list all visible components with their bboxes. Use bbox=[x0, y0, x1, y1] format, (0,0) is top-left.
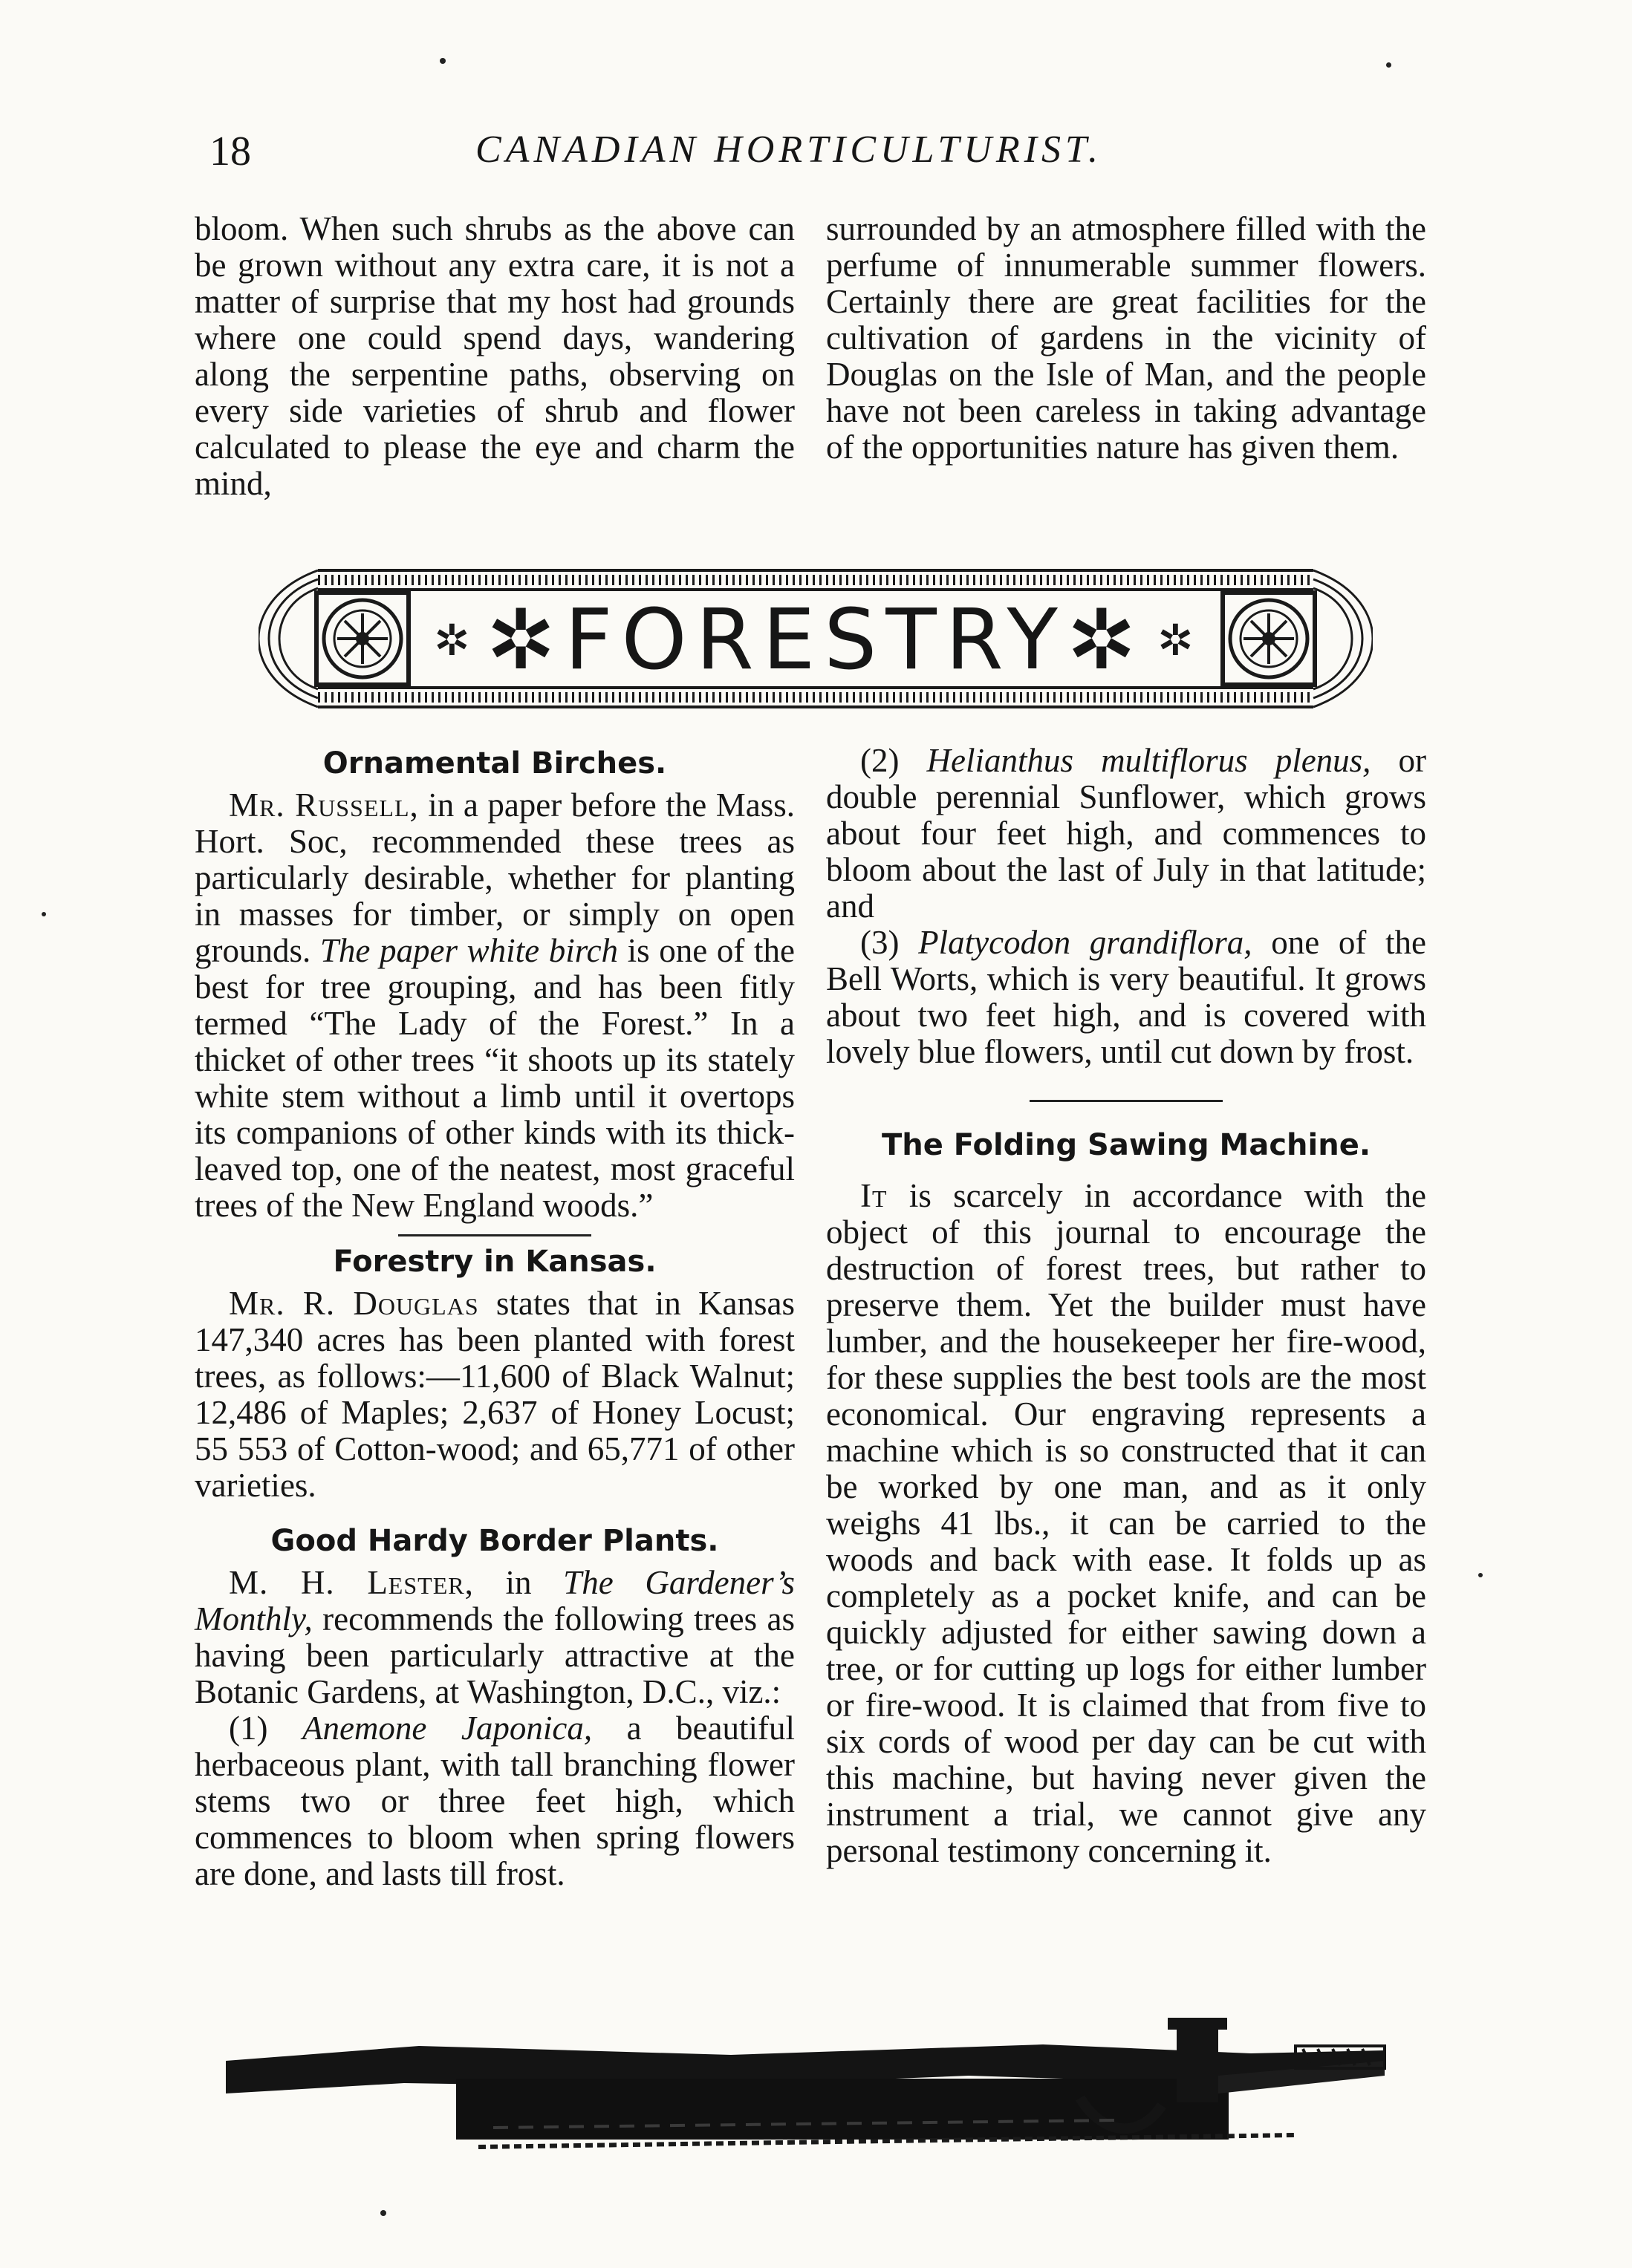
continuation-left-column bbox=[195, 211, 795, 502]
article-body-sawing-machine bbox=[826, 1178, 1426, 1869]
text-run: in a paper before the Mass. Hort. Soc, recommended these trees as particularly desirable, whether for planting in masses for timber, or simply on open grounds. bbox=[195, 786, 795, 969]
plant-item-2 bbox=[826, 743, 1426, 925]
right-column bbox=[826, 743, 1426, 1869]
text-run: is scarcely in accordance with the object of this journal to encourage the destruction of forest trees, but rather to preserve them. Yet the builder must have lumber, and the housekeeper her fire-wood, for these supplies the best tools are the most economical. Our engraving represents a machine which is so constructed that it can be worked by one man, and as it only weighs 41 lbs., it can be carried to the woods and back with ease. It folds up as completely as a pocket knife, and can be quickly adjusted for either sawing down a tree, or for cutting up logs for either lumber or fire-wood. It is claimed that from five to six cords of wood per day can be cut with this machine, but having never given the instrument a trial, we cannot give any personal testimony concerning it. bbox=[826, 1177, 1426, 1869]
author-name: Mr. R. Douglas bbox=[229, 1285, 479, 1322]
svg-text:✲: ✲ bbox=[434, 615, 470, 665]
article-body-border-plants bbox=[195, 1565, 795, 1710]
sawing-machine-engraving bbox=[226, 2016, 1414, 2165]
plant-name: Platycodon grandiflora, bbox=[918, 924, 1252, 961]
author-name: Mr. Russell, bbox=[229, 786, 419, 824]
item-number: (1) bbox=[229, 1710, 302, 1747]
continuation-paragraph: surrounded by an atmosphere filled with the perfume of innumerable summer flowers. Certainly there are great facilities for the cultivation of gardens in the vicinity of Douglas on the Isle of Man, and the people have not been careless in taking advantage of the opportunities nature has given them. bbox=[826, 210, 1426, 466]
page-header bbox=[0, 111, 1632, 178]
text-run: one of the Bell Worts, which is very beautiful. It grows about two feet high, and is covered with lovely blue flowers, until cut down by frost. bbox=[826, 924, 1426, 1070]
left-column bbox=[195, 743, 795, 1892]
article-body-birches bbox=[195, 787, 795, 1224]
article-heading-sawing-machine: The Folding Sawing Machine. bbox=[881, 1128, 1371, 1162]
plant-name: Helianthus multiflorus plenus, bbox=[926, 742, 1371, 779]
italic-text: The paper white birch bbox=[319, 932, 619, 969]
article-heading-kansas: Forestry in Kansas. bbox=[333, 1245, 657, 1279]
lead-word: It bbox=[860, 1177, 888, 1214]
svg-text:✲: ✲ bbox=[1157, 615, 1194, 665]
print-speck bbox=[1478, 1573, 1483, 1577]
plant-item-1 bbox=[195, 1710, 795, 1892]
item-number: (2) bbox=[860, 742, 927, 779]
sawing-machine-illustration bbox=[226, 2016, 1414, 2165]
print-speck bbox=[1386, 62, 1391, 68]
text-run: states that in Kansas 147,340 acres has been planted with forest trees, as follows:—11,600 of Black Walnut; 12,486 of Maples; 2,637 of Honey Locust; 55 553 of Cotton-wood; and 65,771 of other varieties. bbox=[195, 1285, 795, 1504]
plant-item-3 bbox=[826, 925, 1426, 1070]
text-run: in bbox=[473, 1564, 564, 1601]
article-body-kansas bbox=[195, 1285, 795, 1504]
plant-name: Anemone Japonica, bbox=[302, 1710, 593, 1747]
italic-text: The Gardener’s Monthly, bbox=[195, 1564, 795, 1638]
print-speck bbox=[380, 2210, 386, 2216]
text-run: a beautiful herbaceous plant, with tall branching flower stems two or three feet high, which commences to bloom when spring flowers are done, and lasts till frost. bbox=[195, 1710, 795, 1892]
running-title: CANADIAN HORTICULTURIST. bbox=[475, 128, 1103, 171]
section-divider bbox=[1030, 1100, 1223, 1102]
print-speck bbox=[440, 58, 446, 64]
text-run: is one of the best for tree grouping, and has been fitly termed “The Lady of the Forest.” In a thicket of other trees “it shoots up its stately white stem without a limb until it overtops its companions of other kinds with its thick-leaved top, one of the neatest, most graceful trees of the New England woods.” bbox=[195, 932, 795, 1224]
text-run: or double perennial Sunflower, which grows about four feet high, and commences to bloom about the last of July in that latitude; and bbox=[826, 742, 1426, 925]
article-heading-border-plants: Good Hardy Border Plants. bbox=[270, 1524, 719, 1558]
author-name: M. H. Lester, bbox=[229, 1564, 474, 1601]
forestry-banner bbox=[259, 557, 1373, 720]
print-speck bbox=[42, 912, 46, 916]
item-number: (3) bbox=[860, 924, 919, 961]
page-number: 18 bbox=[209, 128, 251, 175]
continuation-right-column bbox=[826, 211, 1426, 466]
text-run: recommends the following trees as having been particularly attractive at the Botanic Gardens, at Washington, D.C., viz.: bbox=[195, 1600, 795, 1710]
forestry-title: ✲FORESTRY✲ bbox=[486, 592, 1145, 688]
article-heading-birches: Ornamental Birches. bbox=[322, 746, 667, 781]
section-divider bbox=[398, 1234, 591, 1236]
continuation-paragraph: bloom. When such shrubs as the above can be grown without any extra care, it is not a matter of surprise that my host had grounds where one could spend days, wandering along the serpentine paths, observing on every side varieties of shrub and flower calculated to please the eye and charm the mind, bbox=[195, 210, 795, 502]
